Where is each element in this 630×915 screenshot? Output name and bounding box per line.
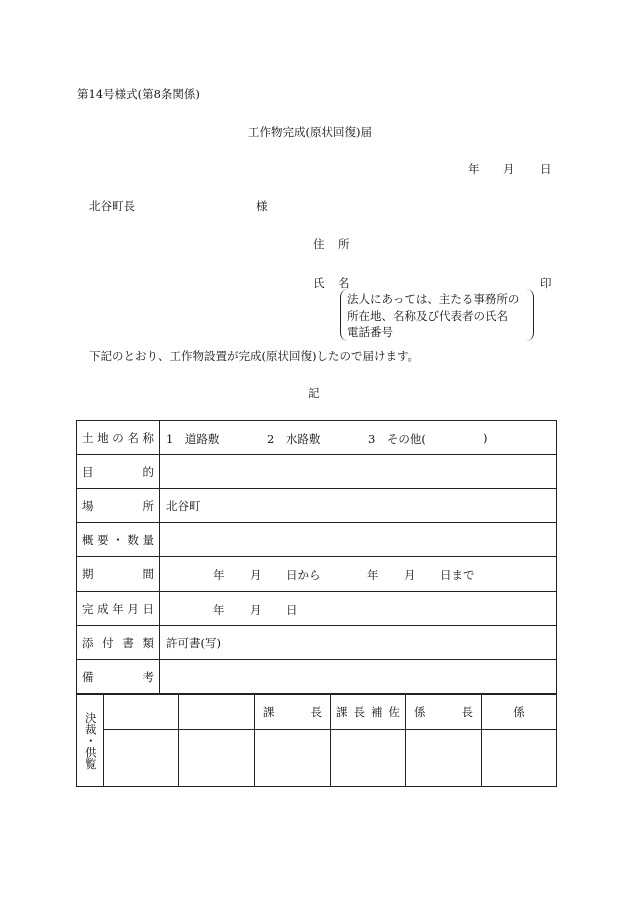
seal-mark: 印 — [540, 276, 552, 290]
section-chief-label: 課 長 — [255, 695, 331, 730]
period-from: 日から — [286, 568, 321, 582]
period-year-2: 年 — [367, 568, 379, 582]
corporate-note-line-1: 法人にあっては、主たる事務所の — [347, 292, 520, 306]
form-number: 第14号様式(第8条関係) — [77, 87, 200, 101]
completion-day: 日 — [286, 603, 298, 617]
row-remarks — [77, 660, 557, 694]
corporate-note-line-2: 所在地、名称及び代表者の氏名 — [347, 308, 508, 323]
staff-label: 係 — [482, 695, 557, 730]
approval-table — [76, 694, 557, 787]
place-label: 場 所 — [77, 489, 160, 523]
period-year-1: 年 — [213, 568, 225, 582]
statement: 下記のとおり、工作物設置が完成(原状回復)したので届けます。 — [89, 349, 420, 363]
name-label-1: 氏 — [313, 276, 325, 290]
deputy-chief-label: 課 長 補 佐 — [331, 695, 406, 730]
staff-stamp[interactable] — [482, 730, 557, 787]
period-value[interactable] — [160, 557, 557, 592]
land-name-label: 土 地 の 名 称 — [77, 421, 160, 455]
addressee-name: 北谷町長 — [89, 199, 135, 213]
completion-date-label: 完 成 年 月 日 — [77, 592, 160, 626]
summary-value[interactable] — [160, 523, 557, 557]
approval-stamp-row — [77, 730, 557, 787]
corporate-note-line-3: 電話番号 — [347, 325, 393, 339]
place-value[interactable]: 北谷町 — [160, 489, 557, 523]
row-attachments — [77, 626, 557, 660]
row-place — [77, 489, 557, 523]
deputy-chief-stamp[interactable] — [331, 730, 406, 787]
row-completion-date — [77, 592, 557, 626]
remarks-label: 備 考 — [77, 660, 160, 694]
approval-stamp-2[interactable] — [179, 730, 255, 787]
unit-chief-label: 係 長 — [406, 695, 482, 730]
date-year: 年 — [468, 162, 480, 176]
land-option-other[interactable]: 3 その他( — [368, 432, 426, 446]
approval-blank-1 — [104, 695, 179, 730]
name-label-2: 名 — [338, 276, 350, 290]
row-land-name — [77, 421, 557, 455]
address-label-1: 住 — [313, 237, 325, 251]
attachments-value[interactable]: 許可書(写) — [160, 626, 557, 660]
approval-stamp-1[interactable] — [104, 730, 179, 787]
land-option-road[interactable]: 1 道路敷 — [166, 432, 220, 446]
summary-label: 概 要 ・ 数 量 — [77, 523, 160, 557]
period-label: 期 間 — [77, 557, 160, 592]
page-title: 工作物完成(原状回復)届 — [248, 125, 372, 139]
corporate-note — [347, 291, 519, 341]
completion-month: 月 — [250, 603, 262, 617]
land-option-waterway[interactable]: 2 水路敷 — [267, 432, 321, 446]
row-period — [77, 557, 557, 592]
row-purpose — [77, 455, 557, 489]
attachments-label: 添 付 書 類 — [77, 626, 160, 660]
land-name-value[interactable] — [160, 421, 557, 455]
period-month-2: 月 — [404, 568, 416, 582]
remarks-value[interactable] — [160, 660, 557, 694]
land-option-other-close: ) — [483, 431, 488, 445]
period-until: 日まで — [440, 568, 475, 582]
details-table — [76, 420, 557, 694]
date-month: 月 — [503, 162, 515, 176]
row-summary — [77, 523, 557, 557]
ki-heading: 記 — [308, 386, 320, 400]
address-label-2: 所 — [338, 237, 350, 251]
section-chief-stamp[interactable] — [255, 730, 331, 787]
approval-header-row — [77, 695, 557, 730]
approval-side-label: 決裁・供覧 — [77, 695, 104, 787]
date-day: 日 — [540, 162, 552, 176]
completion-date-value[interactable] — [160, 592, 557, 626]
purpose-value[interactable] — [160, 455, 557, 489]
purpose-label: 目 的 — [77, 455, 160, 489]
period-month-1: 月 — [250, 568, 262, 582]
completion-year: 年 — [213, 603, 225, 617]
addressee-honorific: 様 — [256, 199, 268, 213]
approval-blank-2 — [179, 695, 255, 730]
unit-chief-stamp[interactable] — [406, 730, 482, 787]
